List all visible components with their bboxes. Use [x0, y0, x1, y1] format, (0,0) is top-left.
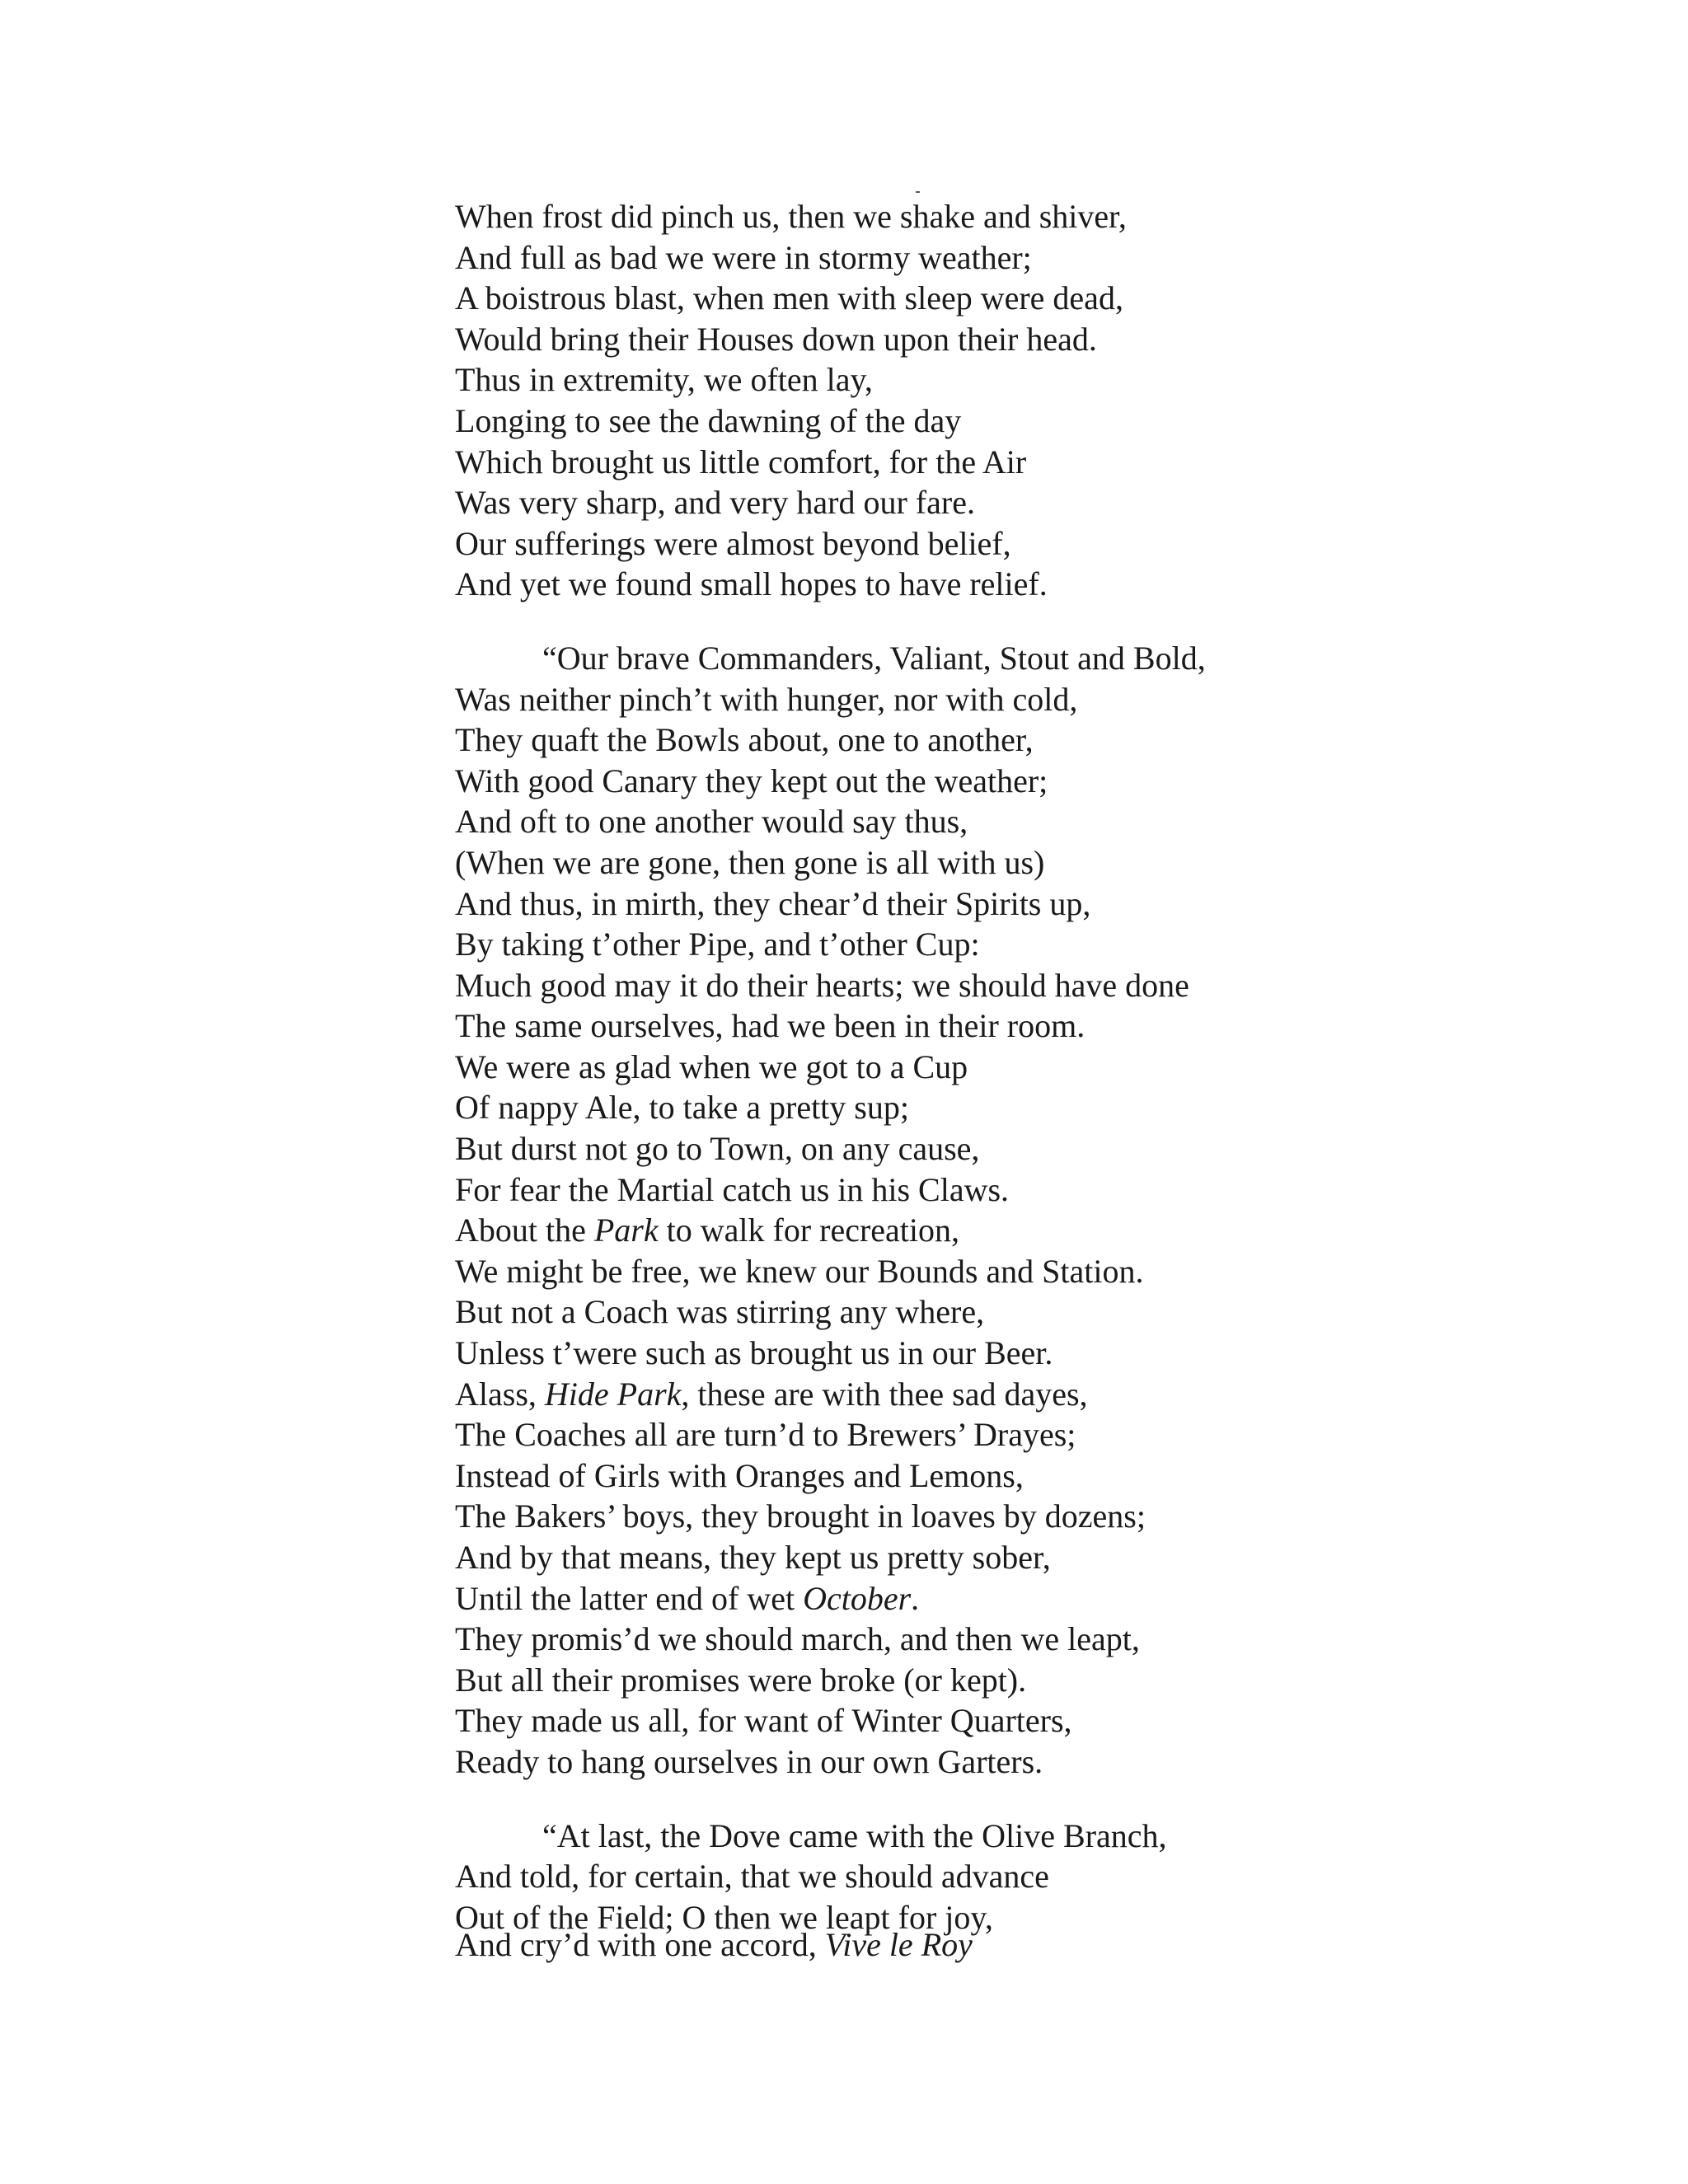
line-text: And cry’d with one accord, [455, 1926, 825, 1963]
poem-line: And thus, in mirth, they chear’d their Spirits up, [455, 884, 1091, 922]
poem-line: Would bring their Houses down upon their head. [455, 320, 1097, 358]
poem-line: They promis’d we should march, and then we leapt, [455, 1620, 1140, 1658]
poem-line: And by that means, they kept us pretty sober, [455, 1539, 1051, 1576]
poem-line [455, 1374, 1362, 1415]
poem-line: Of nappy Ale, to take a pretty sup; [455, 1089, 909, 1127]
poem-line: They quaft the Bowls about, one to another, [455, 721, 1034, 759]
poem-line: Was very sharp, and very hard our fare. [455, 484, 975, 522]
line-text: Until the latter end of wet [455, 1579, 804, 1617]
italic-text: Park [593, 1212, 659, 1249]
stanza-1 [455, 196, 1362, 605]
poem-line: And told, for certain, that we should advance [455, 1858, 1049, 1896]
line-text: . [911, 1579, 920, 1617]
poem-line: But not a Coach was stirring any where, [455, 1293, 985, 1331]
poem-line: We were as glad when we got to a Cup [455, 1047, 968, 1085]
stanza-3 [455, 1816, 1362, 1938]
line-text: to walk for recreation, [658, 1212, 960, 1249]
poem-line: Was neither pinch’t with hunger, nor with cold, [455, 680, 1078, 718]
italic-text: October [803, 1579, 912, 1617]
poem-line: And full as bad we were in stormy weather; [455, 238, 1032, 276]
poem-line: The Coaches all are turn’d to Brewers’ Drayes; [455, 1416, 1076, 1454]
poem-line: Much good may it do their hearts; we should have done [455, 966, 1189, 1004]
poem-line: (When we are gone, then gone is all with us) [455, 843, 1045, 881]
poem-line: The same ourselves, had we been in their room. [455, 1007, 1085, 1045]
poem-line: “At last, the Dove came with the Olive Branch, [542, 1816, 1167, 1854]
poem-line: “Our brave Commanders, Valiant, Stout and Bold, [542, 639, 1206, 677]
line-text: , these are with thee sad dayes, [681, 1375, 1088, 1413]
poem-line: We might be free, we knew our Bounds and Station. [455, 1252, 1144, 1290]
poem-body [455, 196, 1362, 1971]
poem-line: For fear the Martial catch us in his Claws. [455, 1170, 1010, 1208]
poem-line: They made us all, for want of Winter Quarters, [455, 1702, 1072, 1740]
poem-line: Longing to see the dawning of the day [455, 401, 962, 439]
poem-line: And yet we found small hopes to have relief. [455, 565, 1048, 603]
poem-line: By taking t’other Pipe, and t’other Cup: [455, 926, 980, 963]
poem-line: Which brought us little comfort, for the Air [455, 443, 1027, 480]
poem-line [455, 1578, 1362, 1619]
poem-line: With good Canary they kept out the weather; [455, 762, 1048, 799]
poem-line: The Bakers’ boys, they brought in loaves by dozens; [455, 1497, 1146, 1535]
poem-line [455, 1210, 1362, 1251]
poem-line: Instead of Girls with Oranges and Lemons, [455, 1456, 1024, 1494]
poem-line: Ready to hang ourselves in our own Garters. [455, 1742, 1043, 1780]
poem-line: But all their promises were broke (or kept). [455, 1661, 1027, 1699]
poem-line: Unless t’were such as brought us in our Beer. [455, 1334, 1053, 1372]
poem-line: And oft to one another would say thus, [455, 803, 968, 841]
poem-line: But durst not go to Town, on any cause, [455, 1130, 980, 1168]
line-text: Alass, [455, 1375, 545, 1413]
italic-text: Vive le Roy [824, 1926, 973, 1963]
poem-line: When frost did pinch us, then we shake and shiver, [455, 198, 1127, 235]
stanza-2 [455, 638, 1362, 1783]
cut-off-line [455, 1924, 1362, 1963]
line-text: About the [455, 1212, 594, 1249]
poem-line: Our sufferings were almost beyond belief, [455, 524, 1011, 562]
poem-line: Thus in extremity, we often lay, [455, 361, 873, 399]
page-mark [916, 191, 920, 193]
poem-line: A boistrous blast, when men with sleep were dead, [455, 279, 1123, 317]
poem-line [455, 1924, 1362, 1966]
italic-text: Hide Park [544, 1375, 682, 1413]
poem-line: Out of the Field; O then we leapt for joy, [455, 1898, 993, 1936]
